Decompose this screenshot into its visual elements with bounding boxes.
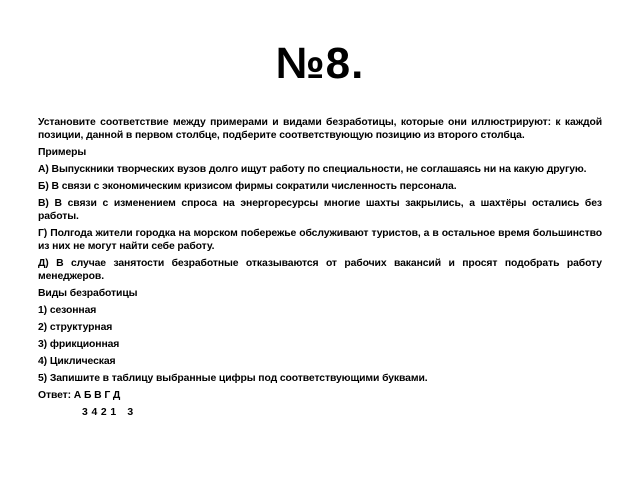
example-item-b: Б) В связи с экономическим кризисом фирмы сократили численность персонала. bbox=[38, 181, 457, 192]
type-item-2: 2) структурная bbox=[38, 322, 113, 333]
instruction-text: Установите соответствие между примерами и видами безработицы, которые они иллюстрируют: к каждой позиции, данной в первом столбце, подберите соответствующую позицию из второго столбца. bbox=[38, 117, 602, 141]
slide-content bbox=[38, 116, 602, 423]
answer-values: 3 4 2 1 3 bbox=[82, 407, 134, 418]
type-item-5: 5) Запишите в таблицу выбранные цифры под соответствующими буквами. bbox=[38, 373, 428, 384]
types-heading: Виды безработицы bbox=[38, 288, 138, 299]
type-item-3: 3) фрикционная bbox=[38, 339, 120, 350]
examples-heading: Примеры bbox=[38, 147, 87, 158]
example-item-a: А) Выпускники творческих вузов долго ищут работу по специальности, не соглашаясь ни на какую другую. bbox=[38, 164, 587, 175]
type-item-1: 1) сезонная bbox=[38, 305, 97, 316]
answer-label: Ответ: А Б В Г Д bbox=[38, 390, 121, 401]
example-item-v: В) В связи с изменением спроса на энергоресурсы многие шахты закрылись, а шахтёры остались без работы. bbox=[38, 198, 602, 222]
type-item-4: 4) Циклическая bbox=[38, 356, 116, 367]
example-item-d: Д) В случае занятости безработные отказываются от рабочих вакансий и просят подобрать работу менеджеров. bbox=[38, 258, 602, 282]
example-item-g: Г) Полгода жители городка на морском побережье обслуживают туристов, а в остальное время большинство из них не могут найти себе работу. bbox=[38, 228, 602, 252]
slide-title: №8. bbox=[275, 39, 365, 88]
